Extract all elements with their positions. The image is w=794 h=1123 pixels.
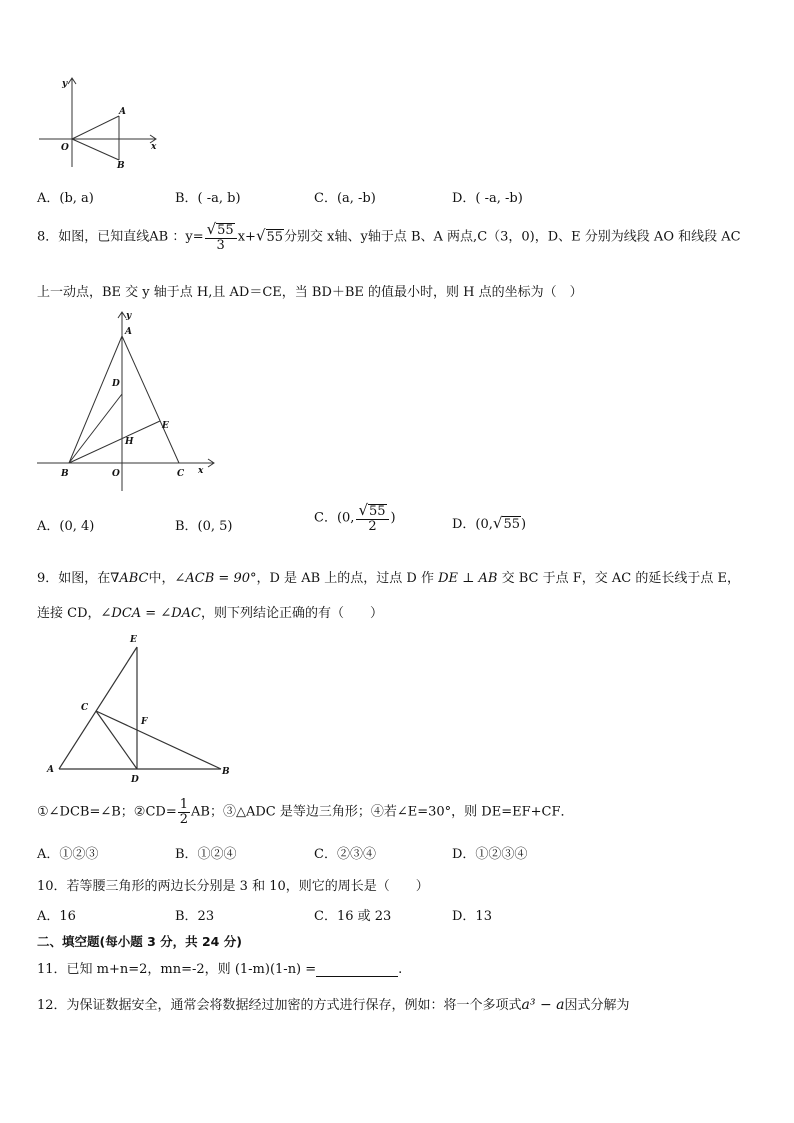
q8-option-d-prefix: D．(0,: [452, 517, 493, 532]
q9-statements-b: AB；③△ADC 是等边三角形；④若∠E=30°，则 DE=EF+CF．: [191, 804, 574, 820]
q8-option-d-suffix: ): [521, 517, 527, 532]
q9-stem-c: ，D 是 AB 上的点，过点 D 作: [256, 571, 434, 586]
q8-label-A: A: [125, 327, 132, 337]
q8-option-c-prefix: C．(0,: [314, 510, 355, 526]
q9-label-A: A: [47, 765, 54, 775]
q9-stem-line2: [37, 602, 383, 621]
q9-label-D: D: [131, 775, 139, 785]
q10-option-a: A．16: [37, 909, 76, 924]
q8-option-c-den: 2: [368, 518, 377, 534]
q8-label-y: y: [126, 311, 132, 321]
q8-option-c: C．(0, $\frac{√55}{2}$ ): [314, 501, 396, 534]
q10-option-c: C．16 或 23: [314, 909, 392, 924]
q8-option-b: B．(0, 5): [175, 519, 233, 534]
q9-label-B: B: [222, 767, 230, 777]
q9-triangle: ∇ABC: [110, 571, 149, 586]
q9-angle2: ∠DCA = ∠DAC: [100, 606, 201, 621]
q9-option-a: A．①②③: [37, 847, 99, 862]
q8-frac-den: 3: [216, 237, 225, 253]
q7-option-c: C．(a, -b): [314, 191, 376, 206]
q8-label-C: C: [177, 469, 185, 479]
q7-label-B: B: [117, 161, 125, 171]
q11-text: 11．已知 m+n=2，mn=-2，则 (1-m)(1-n) =: [37, 962, 317, 977]
q9-option-b: B．①②④: [175, 847, 237, 862]
q7-label-y: y: [62, 79, 68, 89]
q7-label-x: x: [151, 142, 157, 152]
q7-option-d: D．( -a, -b): [452, 191, 523, 206]
q12-text-b: 因式分解为: [564, 998, 630, 1013]
q7-label-A: A: [119, 107, 126, 117]
q11-answer-blank[interactable]: [316, 964, 398, 977]
q9-statements-a: ①∠DCB=∠B；②CD=: [37, 804, 177, 820]
q12-text-a: 12．为保证数据安全，通常会将数据经过加密的方式进行保存，例如：将一个多项式: [37, 998, 522, 1013]
q9-option-d: D．①②③④: [452, 847, 528, 862]
q11-stem: [37, 958, 402, 977]
q9-label-E: E: [130, 635, 137, 645]
q9-stem-f: ，则下列结论正确的有（ ）: [200, 606, 383, 621]
q9-label-C: C: [81, 703, 89, 713]
q9-stem-a: 9．如图，在: [37, 571, 111, 586]
q7-coordinate-figure: [34, 72, 164, 172]
q9-angle: ∠ACB = 90°: [174, 571, 257, 586]
q9-perp: DE ⊥ AB: [438, 571, 498, 586]
q8-stem-prefix: 8．如图，已知直线AB ：y=: [37, 229, 204, 245]
q8-stem-line2: 上一动点，BE 交 y 轴于点 H,且 AD＝CE，当 BD＋BE 的值最小时，则 H 点的坐标为（ ）: [37, 285, 583, 300]
q8-label-B: B: [61, 469, 69, 479]
q8-stem-line1: 8．如图，已知直线AB ：y= $\frac{√55}{3}$ x+√55分别交 x轴、y轴于点 B、A 两点,C（3，0)，D、E 分别为线段 AO 和线段 AC: [37, 220, 741, 253]
q12-stem: [37, 994, 630, 1013]
q9-stem-line1: [37, 567, 740, 586]
q7-option-b: B．( -a, b): [175, 191, 241, 206]
q9-label-F: F: [141, 717, 148, 727]
q8-rad2: 55: [266, 229, 284, 245]
q10-option-d: D．13: [452, 909, 492, 924]
q7-label-O: O: [61, 143, 69, 153]
q8-label-O: O: [112, 469, 120, 479]
q8-option-d-rad: 55: [503, 517, 521, 532]
q9-frac-den: 2: [179, 811, 189, 827]
q9-stem-e: 连接 CD，: [37, 606, 101, 621]
q8-frac-num: 55: [217, 223, 234, 238]
q8-x-plus: x+: [237, 229, 256, 245]
q10-option-b: B．23: [175, 909, 215, 924]
q8-label-x: x: [198, 466, 204, 476]
q8-triangle-figure: [34, 306, 224, 496]
q8-option-c-suffix: ): [390, 510, 396, 526]
q9-option-c: C．②③④: [314, 847, 376, 862]
q8-label-D: D: [112, 379, 120, 389]
q12-poly: a³ − a: [521, 997, 565, 1013]
q7-option-a: A．(b, a): [37, 191, 94, 206]
q8-option-c-num: 55: [369, 504, 386, 519]
q8-label-H: H: [125, 437, 134, 447]
q11-end: .: [398, 962, 403, 977]
q8-label-E: E: [162, 421, 169, 431]
q8-option-d: D．(0,√55): [452, 514, 527, 532]
q9-statements: [37, 798, 573, 826]
q9-stem-b: 中，: [148, 571, 175, 586]
q9-triangle-figure: [44, 630, 244, 785]
q9-frac-num: 1: [179, 797, 189, 812]
q9-stem-d: 交 BC 于点 F，交 AC 的延长线于点 E，: [501, 571, 740, 586]
q8-option-a: A．(0, 4): [37, 519, 95, 534]
q8-stem-tail: 分别交 x轴、y轴于点 B、A 两点,C（3，0)，D、E 分别为线段 AO 和线段 AC: [284, 229, 741, 245]
section-heading: 二、填空题(每小题 3 分，共 24 分): [37, 934, 242, 949]
q10-stem: 10．若等腰三角形的两边长分别是 3 和 10，则它的周长是（ ）: [37, 879, 429, 894]
